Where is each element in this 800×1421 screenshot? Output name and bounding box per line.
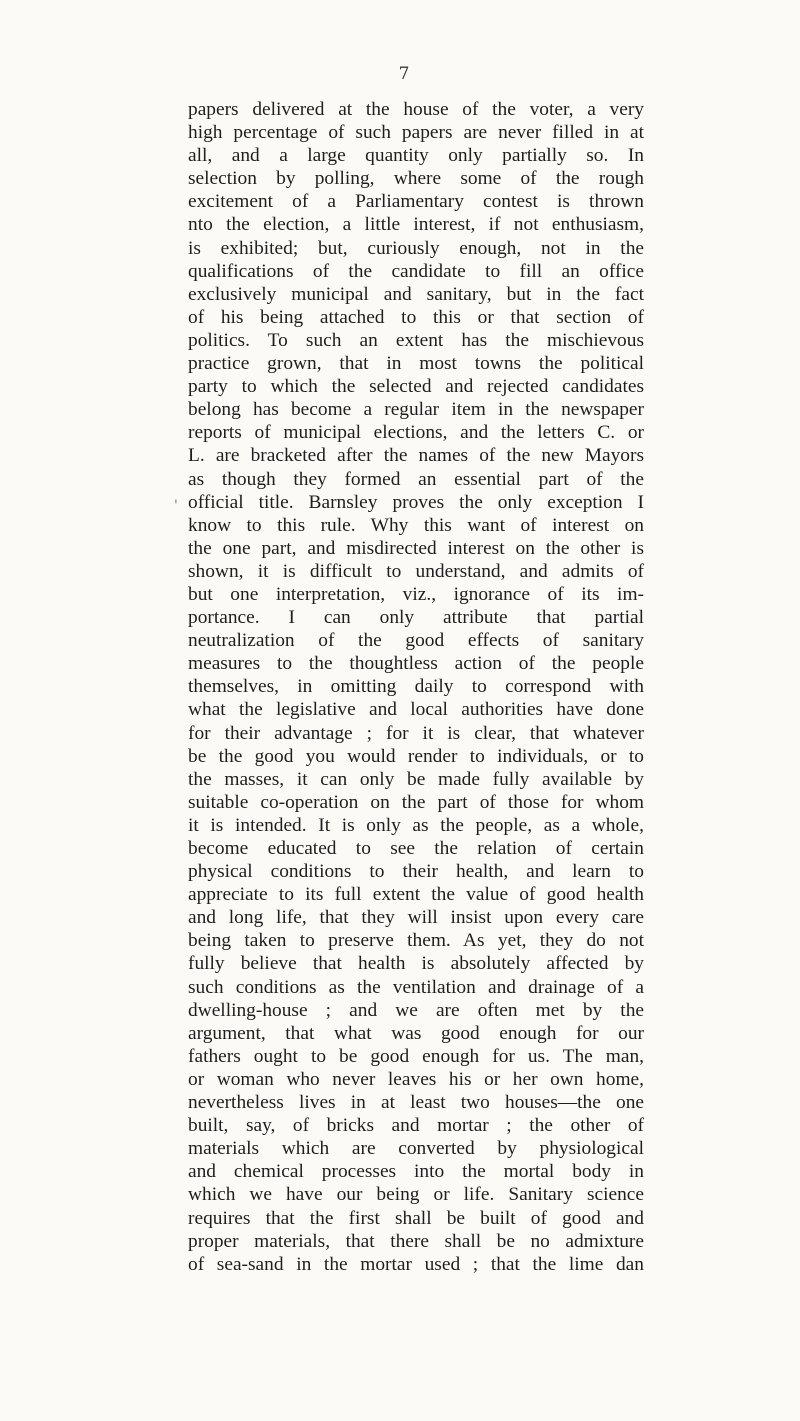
text-line: exclusively municipal and sanitary, but in the fact xyxy=(188,283,644,305)
margin-mark: ' xyxy=(174,498,178,514)
text-line: is exhibited; but, curiously enough, not in the xyxy=(188,237,644,259)
text-line: nevertheless lives in at least two houses—the one xyxy=(188,1092,644,1114)
text-line: high percentage of such papers are never filled in at xyxy=(188,122,644,144)
text-line: of his being attached to this or that section of xyxy=(188,306,644,328)
text-line: for their advantage ; for it is clear, that whatever xyxy=(188,722,644,744)
text-line: papers delivered at the house of the voter, a very xyxy=(188,99,644,120)
text-line: as though they formed an essential part of the xyxy=(188,468,644,490)
text-line: appreciate to its full extent the value of good health xyxy=(188,884,644,906)
text-line: practice grown, that in most towns the political xyxy=(188,353,644,375)
text-line: official title. Barnsley proves the only exception I xyxy=(188,491,644,513)
text-line: suitable co-operation on the part of those for whom xyxy=(188,791,644,813)
text-line: neutralization of the good effects of sanitary xyxy=(188,630,644,652)
text-line: shown, it is difficult to understand, and admits of xyxy=(188,560,644,582)
text-line: requires that the first shall be built of good and xyxy=(188,1207,644,1229)
text-line: excitement of a Parliamentary contest is thrown xyxy=(188,191,644,213)
text-line: being taken to preserve them. As yet, they do not xyxy=(188,930,644,952)
text-line: the masses, it can only be made fully available by xyxy=(188,768,644,790)
text-line: such conditions as the ventilation and drainage of a xyxy=(188,976,644,998)
text-line: but one interpretation, viz., ignorance of its im- xyxy=(188,583,644,605)
text-line: know to this rule. Why this want of interest on xyxy=(188,514,644,536)
text-line: politics. To such an extent has the mischievous xyxy=(188,329,644,351)
text-line: portance. I can only attribute that partial xyxy=(188,607,644,629)
page-number: 7 xyxy=(398,64,410,84)
text-line: physical conditions to their health, and learn to xyxy=(188,861,644,883)
text-line: measures to the thoughtless action of the people xyxy=(188,653,644,675)
text-line: party to which the selected and rejected candidates xyxy=(188,376,644,398)
text-line: and long life, that they will insist upon every care xyxy=(188,907,644,929)
text-line: qualifications of the candidate to fill an office xyxy=(188,260,644,282)
text-line: and chemical processes into the mortal body in xyxy=(188,1161,644,1183)
text-line: argument, that what was good enough for our xyxy=(188,1022,644,1044)
text-line: be the good you would render to individuals, or to xyxy=(188,745,644,767)
text-line: fully believe that health is absolutely affected by xyxy=(188,953,644,975)
text-line: nto the election, a little interest, if not enthusiasm, xyxy=(188,214,644,236)
body-text xyxy=(188,98,644,1276)
text-line: or woman who never leaves his or her own home, xyxy=(188,1068,644,1090)
text-line: built, say, of bricks and mortar ; the other of xyxy=(188,1115,644,1137)
text-line: proper materials, that there shall be no admixture xyxy=(188,1230,644,1252)
text-line: fathers ought to be good enough for us. The man, xyxy=(188,1045,644,1067)
text-line: materials which are converted by physiological xyxy=(188,1138,644,1160)
text-line: become educated to see the relation of certain xyxy=(188,838,644,859)
text-line: dwelling-house ; and we are often met by the xyxy=(188,999,644,1021)
text-line: themselves, in omitting daily to correspond with xyxy=(188,676,644,698)
text-line: of sea-sand in the mortar used ; that the lime dan xyxy=(188,1253,644,1275)
text-line: reports of municipal elections, and the letters C. or xyxy=(188,422,644,444)
text-line: belong has become a regular item in the newspaper xyxy=(188,399,644,421)
text-line: the one part, and misdirected interest on the other is xyxy=(188,537,644,559)
text-line: L. are bracketed after the names of the new Mayors xyxy=(188,445,644,467)
text-line: what the legislative and local authorities have done xyxy=(188,699,644,721)
text-line: it is intended. It is only as the people, as a whole, xyxy=(188,814,644,836)
text-line: selection by polling, where some of the rough xyxy=(188,168,644,190)
text-line: all, and a large quantity only partially so. In xyxy=(188,145,644,167)
text-line: which we have our being or life. Sanitary science xyxy=(188,1184,644,1206)
